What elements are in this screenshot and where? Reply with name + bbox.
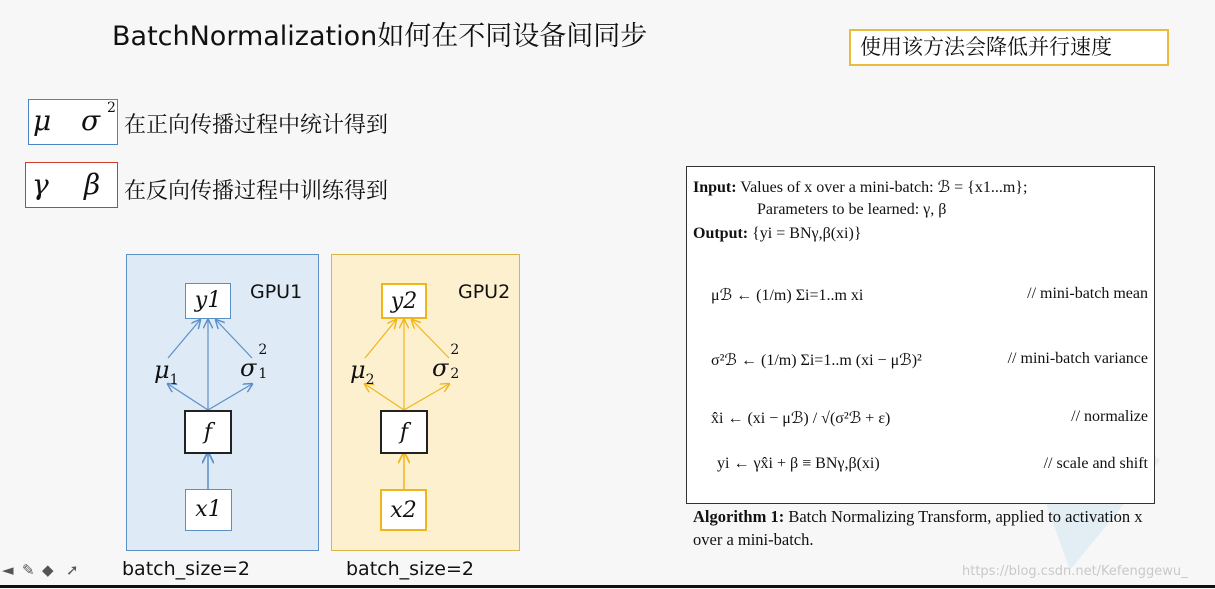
cursor-icon[interactable]: ➚ bbox=[66, 561, 79, 579]
bottom-rule bbox=[0, 585, 1215, 588]
algo-params-line: Parameters to be learned: γ, β bbox=[757, 201, 947, 218]
slide-title: BatchNormalization如何在不同设备间同步 bbox=[112, 21, 648, 52]
gpu1-label: GPU1 bbox=[250, 281, 303, 303]
gpu2-input-node: x2 bbox=[380, 489, 427, 531]
gpu1-batch-size: batch_size=2 bbox=[122, 558, 250, 580]
algo-comment-variance: // mini-batch variance bbox=[1007, 350, 1148, 367]
algo-step-mean: μℬ ← (1/m) Σi=1..m xi bbox=[711, 287, 864, 304]
algo-comment-mean: // mini-batch mean bbox=[1027, 285, 1148, 302]
algo-step-scale: yi ← γx̂i + β ≡ BNγ,β(xi) bbox=[717, 455, 880, 472]
backward-params-text: 在反向传播过程中训练得到 bbox=[124, 179, 389, 204]
speed-note: 使用该方法会降低并行速度 bbox=[849, 29, 1169, 66]
gpu1-mu: $\mu_1$ bbox=[154, 356, 179, 388]
mu-symbol: μ bbox=[33, 104, 52, 137]
forward-params-text: 在正向传播过程中统计得到 bbox=[124, 113, 389, 138]
algorithm-caption: Algorithm 1: Batch Normalizing Transform, applied to activation x over a mini-batch. bbox=[693, 507, 1143, 549]
beta-symbol: β bbox=[84, 168, 101, 201]
gpu1-input-node: x1 bbox=[185, 489, 232, 531]
algo-step-variance: σ²ℬ ← (1/m) Σi=1..m (xi − μℬ)² bbox=[711, 352, 922, 369]
gpu2-batch-size: batch_size=2 bbox=[346, 558, 474, 580]
gpu1-output-node: y1 bbox=[185, 283, 231, 319]
pen-icon[interactable]: ✎ bbox=[22, 561, 35, 579]
algo-step-normalize: x̂i ← (xi − μℬ) / √(σ²ℬ + ε) bbox=[711, 410, 891, 427]
eraser-icon[interactable]: ◆ bbox=[42, 561, 54, 579]
algo-output-line: Output: {yi = BNγ,β(xi)} bbox=[693, 225, 862, 242]
gpu1-function-node: f bbox=[184, 410, 232, 454]
algo-comment-normalize: // normalize bbox=[1071, 408, 1148, 425]
gpu2-mu: $\mu_2$ bbox=[350, 356, 375, 388]
gpu2-label: GPU2 bbox=[458, 281, 511, 303]
algo-input-line: Input: Values of x over a mini-batch: ℬ = {x1...m}; bbox=[693, 179, 1028, 196]
gpu2-function-node: f bbox=[380, 410, 428, 454]
sigma-superscript: 2 bbox=[107, 100, 116, 116]
gamma-symbol: γ bbox=[32, 168, 49, 201]
algorithm-box bbox=[686, 166, 1155, 504]
gpu1-sigma: σ 2 1 bbox=[240, 342, 268, 382]
gpu2-output-node: y2 bbox=[381, 283, 427, 319]
sigma-symbol: σ bbox=[81, 104, 101, 137]
pointer-icon[interactable]: ◄ bbox=[2, 561, 14, 579]
watermark: https://blog.csdn.net/Kefenggewu_ bbox=[962, 564, 1188, 579]
forward-params-box bbox=[28, 99, 118, 145]
gpu2-sigma: σ 2 2 bbox=[432, 342, 460, 382]
algo-comment-scale: // scale and shift bbox=[1043, 455, 1148, 472]
backward-params-box bbox=[25, 162, 118, 208]
